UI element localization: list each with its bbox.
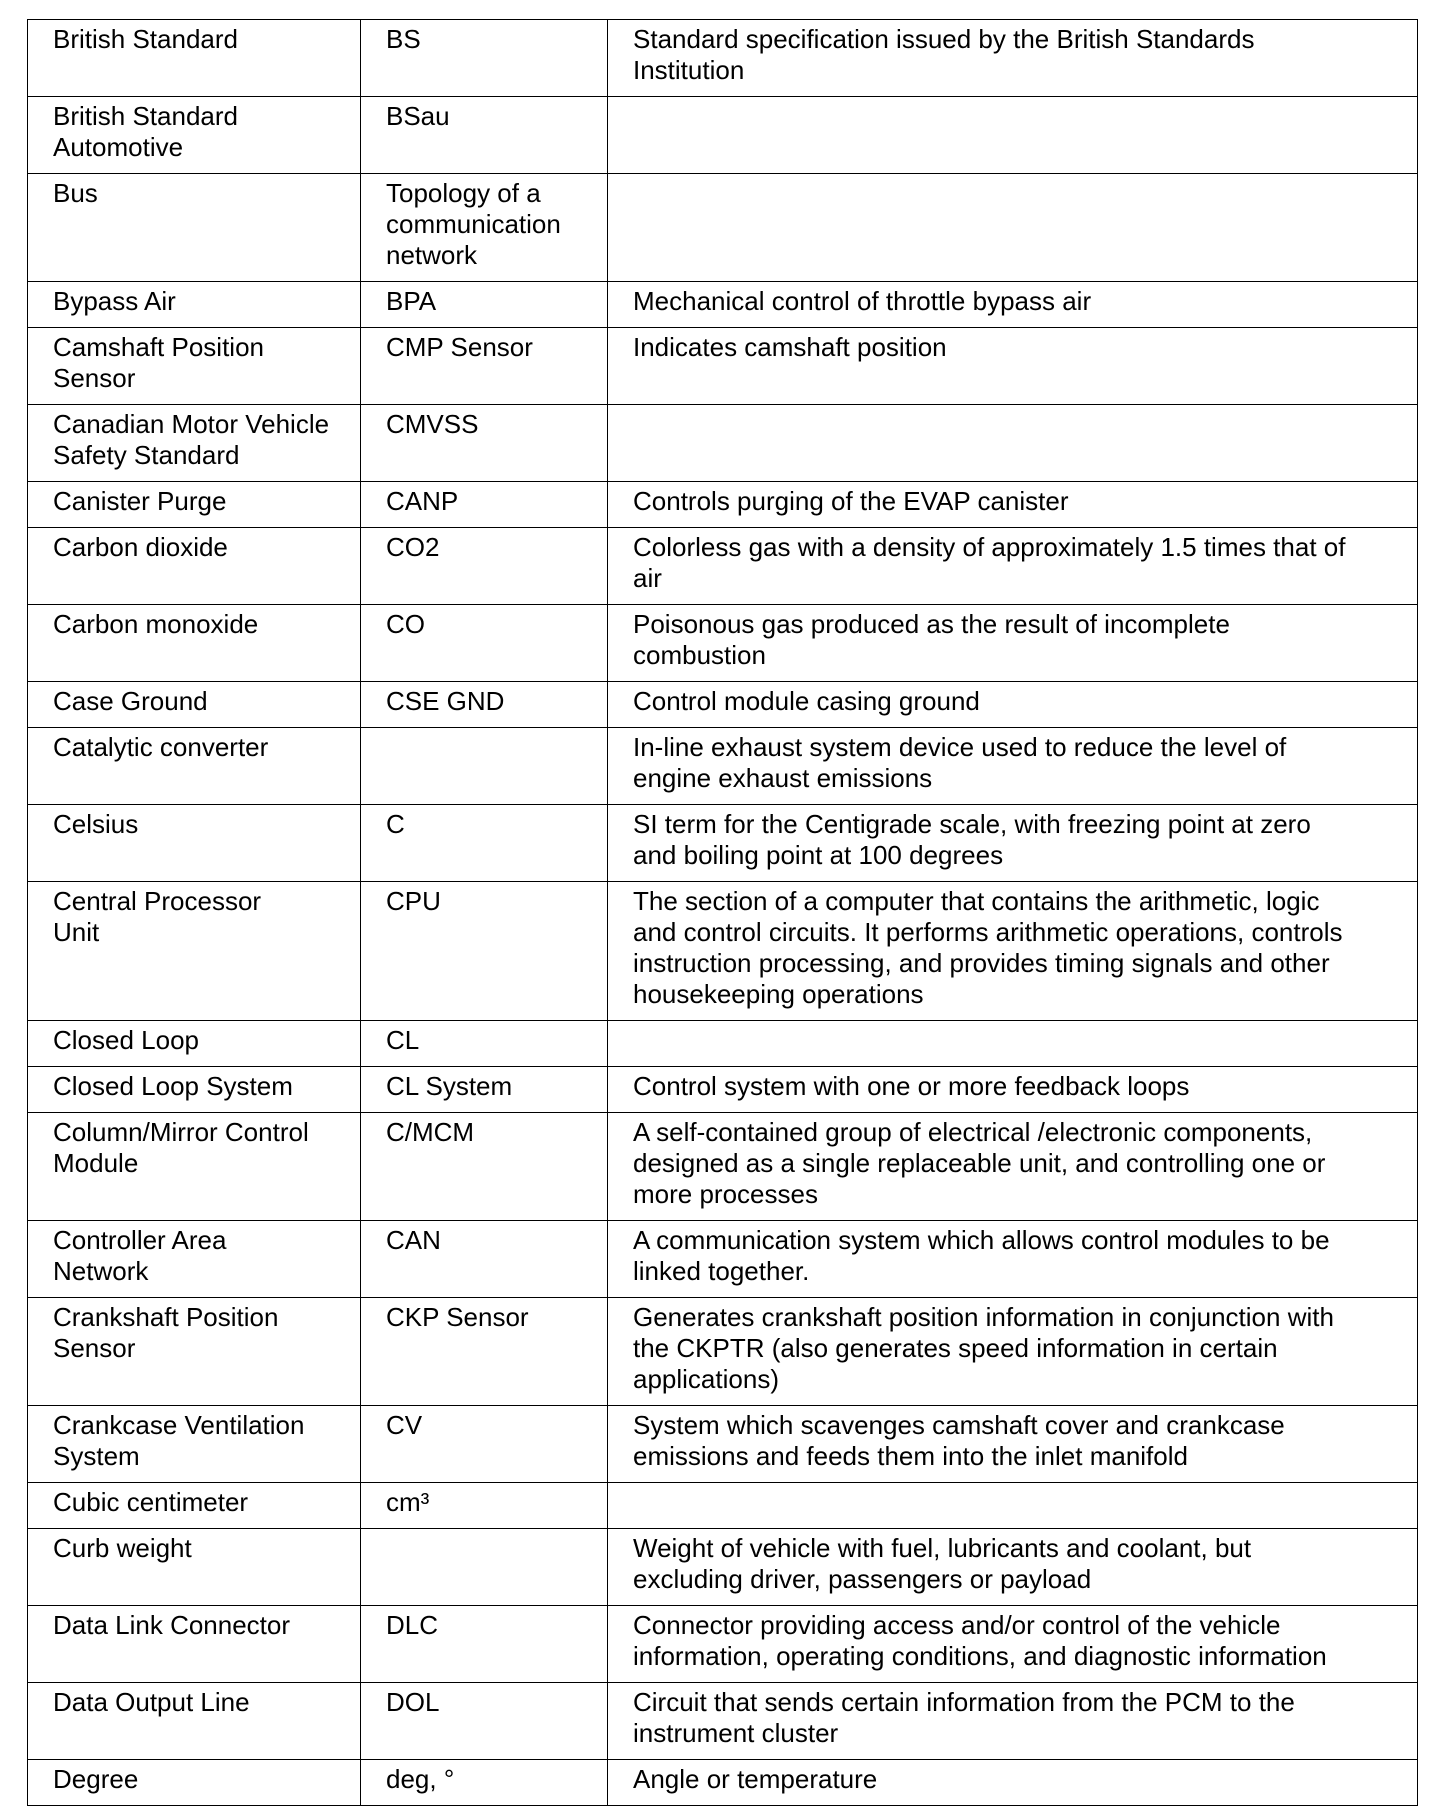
description-cell: System which scavenges camshaft cover and crankcase emissions and feeds them into the inlet manifold	[608, 1406, 1418, 1483]
term-cell: Curb weight	[28, 1529, 361, 1606]
abbreviation-cell: CMP Sensor	[361, 328, 608, 405]
description-cell: In-line exhaust system device used to reduce the level of engine exhaust emissions	[608, 728, 1418, 805]
table-row	[28, 1067, 1418, 1113]
table-row	[28, 1483, 1418, 1529]
abbreviation-cell: CO	[361, 605, 608, 682]
abbreviation-cell: CKP Sensor	[361, 1298, 608, 1406]
term-cell: Case Ground	[28, 682, 361, 728]
description-cell	[608, 174, 1418, 282]
abbreviation-cell: DOL	[361, 1683, 608, 1760]
term-cell: Degree	[28, 1760, 361, 1806]
abbreviation-cell: CPU	[361, 882, 608, 1021]
description-cell: Poisonous gas produced as the result of incomplete combustion	[608, 605, 1418, 682]
abbreviation-cell: CMVSS	[361, 405, 608, 482]
table-row	[28, 682, 1418, 728]
abbreviation-cell: CO2	[361, 528, 608, 605]
table-row	[28, 1606, 1418, 1683]
abbreviation-cell	[361, 1529, 608, 1606]
term-cell: Carbon dioxide	[28, 528, 361, 605]
term-cell: Crankshaft Position Sensor	[28, 1298, 361, 1406]
abbreviation-cell: CAN	[361, 1221, 608, 1298]
description-cell: Connector providing access and/or control of the vehicle information, operating conditions, and diagnostic information	[608, 1606, 1418, 1683]
description-cell: Control module casing ground	[608, 682, 1418, 728]
abbreviation-cell	[361, 728, 608, 805]
table-row	[28, 605, 1418, 682]
table-row	[28, 1113, 1418, 1221]
table-row	[28, 405, 1418, 482]
description-cell: Mechanical control of throttle bypass air	[608, 282, 1418, 328]
term-cell: Carbon monoxide	[28, 605, 361, 682]
abbreviation-cell: cm³	[361, 1483, 608, 1529]
description-cell: Standard specification issued by the British Standards Institution	[608, 20, 1418, 97]
table-row	[28, 282, 1418, 328]
term-cell: Catalytic converter	[28, 728, 361, 805]
table-row	[28, 1221, 1418, 1298]
description-cell	[608, 1483, 1418, 1529]
term-cell: Canister Purge	[28, 482, 361, 528]
term-cell: Data Link Connector	[28, 1606, 361, 1683]
term-cell: Column/Mirror Control Module	[28, 1113, 361, 1221]
term-cell: British Standard	[28, 20, 361, 97]
table-row	[28, 728, 1418, 805]
term-cell: Closed Loop System	[28, 1067, 361, 1113]
description-cell: Indicates camshaft position	[608, 328, 1418, 405]
table-row	[28, 482, 1418, 528]
abbreviation-cell: Topology of a communication network	[361, 174, 608, 282]
abbreviation-cell: CV	[361, 1406, 608, 1483]
description-cell: SI term for the Centigrade scale, with freezing point at zero and boiling point at 100 degrees	[608, 805, 1418, 882]
table-row	[28, 1298, 1418, 1406]
term-cell: Canadian Motor Vehicle Safety Standard	[28, 405, 361, 482]
description-cell: The section of a computer that contains the arithmetic, logic and control circuits. It performs arithmetic operations, controls instruction processing, and provides timing signals and other housekeeping operations	[608, 882, 1418, 1021]
abbreviation-cell: BSau	[361, 97, 608, 174]
table-row	[28, 20, 1418, 97]
term-cell: Celsius	[28, 805, 361, 882]
abbreviation-cell: BS	[361, 20, 608, 97]
abbreviation-cell: deg, °	[361, 1760, 608, 1806]
table-row	[28, 97, 1418, 174]
term-cell: British Standard Automotive	[28, 97, 361, 174]
term-cell: Crankcase Ventilation System	[28, 1406, 361, 1483]
table-row	[28, 882, 1418, 1021]
abbreviation-cell: CANP	[361, 482, 608, 528]
abbreviation-cell: DLC	[361, 1606, 608, 1683]
glossary-table	[27, 19, 1418, 1806]
table-row	[28, 1406, 1418, 1483]
term-cell: Cubic centimeter	[28, 1483, 361, 1529]
description-cell	[608, 405, 1418, 482]
table-row	[28, 1021, 1418, 1067]
term-cell: Bus	[28, 174, 361, 282]
abbreviation-cell: C/MCM	[361, 1113, 608, 1221]
description-cell: Circuit that sends certain information from the PCM to the instrument cluster	[608, 1683, 1418, 1760]
description-cell	[608, 97, 1418, 174]
description-cell: A communication system which allows control modules to be linked together.	[608, 1221, 1418, 1298]
table-row	[28, 528, 1418, 605]
description-cell: Control system with one or more feedback loops	[608, 1067, 1418, 1113]
table-row	[28, 805, 1418, 882]
term-cell: Data Output Line	[28, 1683, 361, 1760]
description-cell	[608, 1021, 1418, 1067]
term-cell: Closed Loop	[28, 1021, 361, 1067]
term-cell: Bypass Air	[28, 282, 361, 328]
term-cell: Central Processor Unit	[28, 882, 361, 1021]
abbreviation-cell: CSE GND	[361, 682, 608, 728]
description-cell: Generates crankshaft position information in conjunction with the CKPTR (also generates speed information in certain applications)	[608, 1298, 1418, 1406]
description-cell: Colorless gas with a density of approximately 1.5 times that of air	[608, 528, 1418, 605]
glossary-body	[28, 20, 1418, 1806]
description-cell: A self-contained group of electrical /electronic components, designed as a single replaceable unit, and controlling one or more processes	[608, 1113, 1418, 1221]
table-row	[28, 1683, 1418, 1760]
term-cell: Controller Area Network	[28, 1221, 361, 1298]
description-cell: Angle or temperature	[608, 1760, 1418, 1806]
table-row	[28, 1529, 1418, 1606]
description-cell: Weight of vehicle with fuel, lubricants and coolant, but excluding driver, passengers or payload	[608, 1529, 1418, 1606]
term-cell: Camshaft Position Sensor	[28, 328, 361, 405]
abbreviation-cell: CL	[361, 1021, 608, 1067]
abbreviation-cell: BPA	[361, 282, 608, 328]
table-row	[28, 1760, 1418, 1806]
abbreviation-cell: C	[361, 805, 608, 882]
description-cell: Controls purging of the EVAP canister	[608, 482, 1418, 528]
table-row	[28, 174, 1418, 282]
abbreviation-cell: CL System	[361, 1067, 608, 1113]
table-row	[28, 328, 1418, 405]
